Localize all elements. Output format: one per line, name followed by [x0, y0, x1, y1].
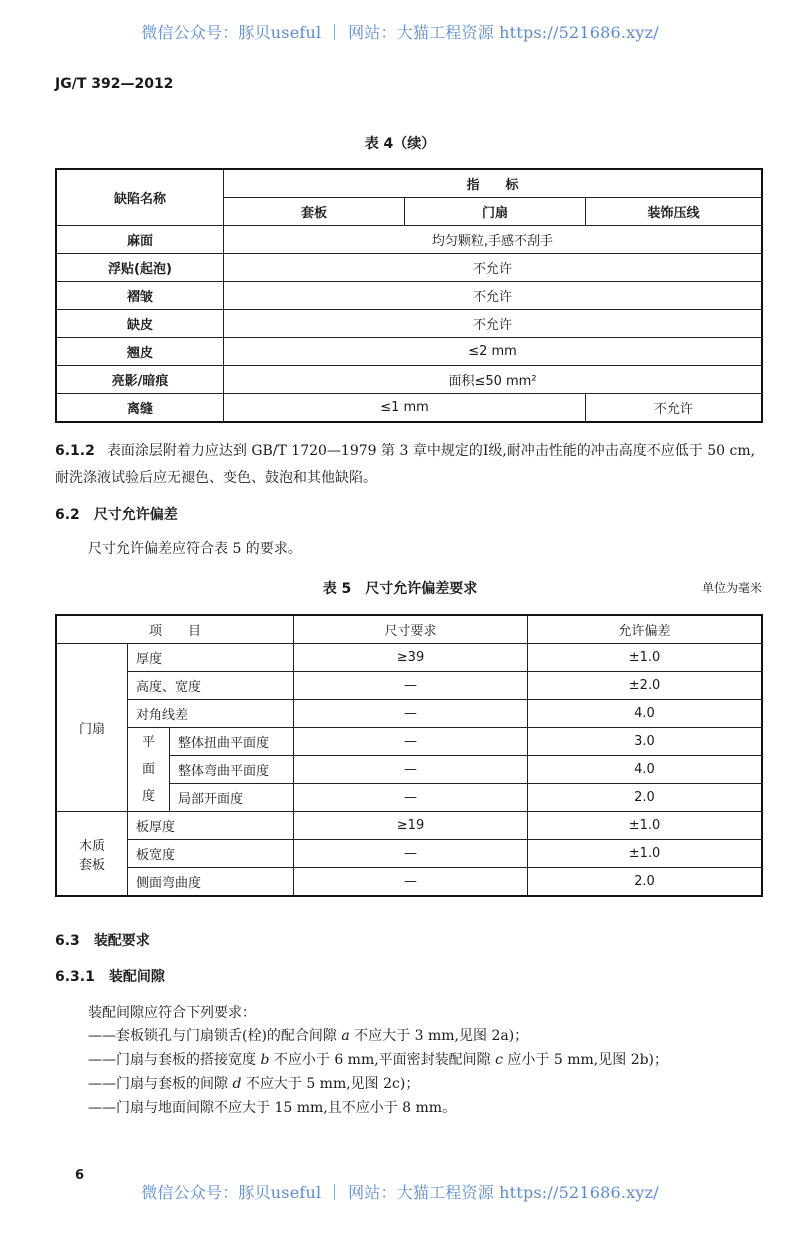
item-requirement: ≥39 — [294, 644, 528, 672]
item-requirement: — — [294, 728, 528, 756]
item-name: 高度、宽度 — [128, 672, 294, 700]
item-name: 板宽度 — [128, 840, 294, 868]
group-line: 木质 — [78, 838, 105, 854]
section-6-3-heading — [55, 930, 150, 950]
section-6-2-text: 尺寸允许偏差应符合表 5 的要求。 — [88, 541, 302, 557]
item-name: 整体弯曲平面度 — [170, 756, 294, 784]
section-number: 6.3.1 — [55, 969, 95, 985]
item-name: 板厚度 — [128, 812, 294, 840]
table4-title: 表 4（续） — [364, 136, 436, 152]
table-row — [56, 644, 762, 672]
item-tolerance: ±1.0 — [528, 812, 763, 840]
table-row — [56, 338, 762, 366]
item-name: 局部开面度 — [170, 784, 294, 812]
defect-value: ≤2 mm — [224, 338, 763, 366]
table4-header-col: 套板 — [224, 198, 405, 226]
list-text: 不应大于 3 mm,见图 2a)； — [349, 1028, 529, 1044]
section-6-1-2 — [55, 438, 765, 492]
group-door-leaf: 门扇 — [56, 644, 128, 812]
table-row — [56, 840, 762, 868]
section-6-3-1-heading — [55, 966, 165, 986]
item-name: 侧面弯曲度 — [128, 868, 294, 897]
section-6-3-1-intro: 装配间隙应符合下列要求： — [88, 1005, 256, 1021]
list-text: ——门扇与套板的间隙 — [88, 1076, 233, 1092]
item-name: 对角线差 — [128, 700, 294, 728]
table-row — [56, 728, 762, 756]
item-requirement: — — [294, 672, 528, 700]
table-row — [56, 700, 762, 728]
item-tolerance: 3.0 — [528, 728, 763, 756]
list-item — [88, 1073, 419, 1095]
table-row — [56, 310, 762, 338]
item-requirement: ≥19 — [294, 812, 528, 840]
defect-name: 亮影/暗痕 — [56, 366, 224, 394]
table4-header-col: 装饰压线 — [586, 198, 763, 226]
item-tolerance: 2.0 — [528, 784, 763, 812]
defect-value: 不允许 — [224, 254, 763, 282]
defect-value: 不允许 — [224, 310, 763, 338]
table5-header-tolerance: 允许偏差 — [528, 615, 763, 644]
group-line: 套板 — [78, 857, 105, 873]
table-row — [56, 812, 762, 840]
list-text: ——门扇与套板的搭接宽度 — [88, 1052, 261, 1068]
defect-value: 不允许 — [224, 282, 763, 310]
item-tolerance: 4.0 — [528, 756, 763, 784]
page-number: 6 — [75, 1168, 85, 1183]
group-wood-frame — [56, 812, 128, 897]
item-name: 整体扭曲平面度 — [170, 728, 294, 756]
table4-header-indicator: 指 标 — [224, 169, 763, 198]
list-text: 不应小于 6 mm,平面密封装配间隙 — [269, 1052, 496, 1068]
table5-title: 表 5 尺寸允许偏差要求 — [322, 581, 478, 597]
watermark-bottom: 微信公众号：豚贝useful ｜ 网站：大猫工程资源 https://521686.xyz/ — [141, 1183, 659, 1202]
item-requirement: — — [294, 756, 528, 784]
section-title: 尺寸允许偏差 — [93, 507, 178, 523]
table-row — [56, 672, 762, 700]
section-number: 6.3 — [55, 933, 80, 949]
section-text: 表面涂层附着力应达到 GB/T 1720—1979 第 3 章中规定的Ⅰ级,耐冲击性能的冲击高度不应低于 50 cm,耐洗涤液试验后应无褪色、变色、鼓泡和其他缺陷。 — [55, 443, 756, 486]
variable: a — [341, 1028, 350, 1044]
table-row — [56, 226, 762, 254]
table-row — [56, 282, 762, 310]
item-tolerance: 4.0 — [528, 700, 763, 728]
defect-value: 面积≤50 mm² — [224, 366, 763, 394]
defect-value: ≤1 mm — [224, 394, 586, 423]
item-requirement: — — [294, 840, 528, 868]
defect-name: 翘皮 — [56, 338, 224, 366]
defect-name: 褶皱 — [56, 282, 224, 310]
item-tolerance: ±1.0 — [528, 840, 763, 868]
table5-header-requirement: 尺寸要求 — [294, 615, 528, 644]
item-requirement: — — [294, 700, 528, 728]
defect-value: 均匀颗粒,手感不刮手 — [224, 226, 763, 254]
defect-name: 缺皮 — [56, 310, 224, 338]
defect-name: 离缝 — [56, 394, 224, 423]
list-text: 不应大于 5 mm,见图 2c)； — [241, 1076, 420, 1092]
document-code: JG/T 392—2012 — [55, 76, 174, 92]
subgroup-char: 度 — [141, 789, 155, 804]
table-row — [56, 394, 762, 423]
item-tolerance: 2.0 — [528, 868, 763, 897]
section-number: 6.1.2 — [55, 443, 95, 459]
item-tolerance: ±2.0 — [528, 672, 763, 700]
item-requirement: — — [294, 868, 528, 897]
defect-value: 不允许 — [586, 394, 763, 423]
section-title: 装配间隙 — [108, 969, 165, 985]
variable: c — [495, 1052, 503, 1068]
item-tolerance: ±1.0 — [528, 644, 763, 672]
subgroup-char: 平 — [141, 735, 155, 750]
list-item — [88, 1049, 668, 1071]
list-text: 应小于 5 mm,见图 2b)； — [502, 1052, 669, 1068]
table5-header-item: 项 目 — [56, 615, 294, 644]
list-text: ——套板锁孔与门扇锁舌(栓)的配合间隙 — [88, 1028, 342, 1044]
item-requirement: — — [294, 784, 528, 812]
item-name: 厚度 — [128, 644, 294, 672]
defect-name: 浮贴(起泡) — [56, 254, 224, 282]
table4-header-col: 门扇 — [405, 198, 586, 226]
table5-unit: 单位为毫米 — [701, 581, 762, 595]
table-row — [56, 254, 762, 282]
variable: b — [260, 1052, 270, 1068]
defect-name: 麻面 — [56, 226, 224, 254]
variable: d — [232, 1076, 242, 1092]
list-text: ——门扇与地面间隙不应大于 15 mm,且不应小于 8 mm。 — [88, 1100, 457, 1116]
section-6-2-heading — [55, 504, 178, 524]
list-item — [88, 1097, 456, 1119]
table-row — [56, 366, 762, 394]
subgroup-flatness — [128, 728, 170, 812]
table4-defects — [55, 168, 763, 423]
watermark-top: 微信公众号：豚贝useful ｜ 网站：大猫工程资源 https://521686.xyz/ — [141, 23, 659, 42]
table4-header-defect-name: 缺陷名称 — [56, 169, 224, 226]
subgroup-char: 面 — [141, 762, 155, 777]
section-title: 装配要求 — [93, 933, 150, 949]
table5-dimension-tolerances — [55, 614, 763, 897]
list-item — [88, 1025, 528, 1047]
table-row — [56, 868, 762, 897]
section-number: 6.2 — [55, 507, 80, 523]
